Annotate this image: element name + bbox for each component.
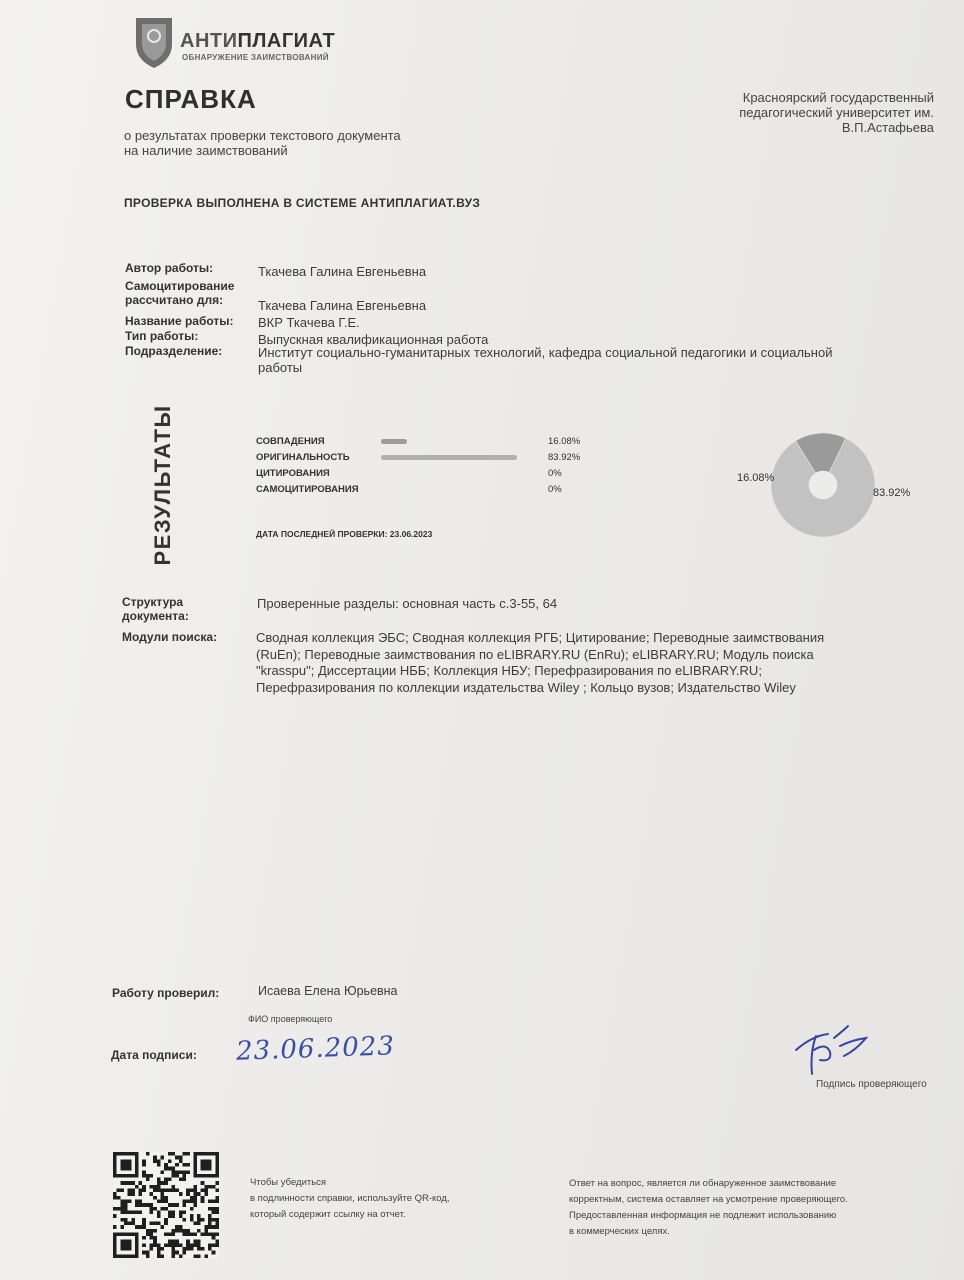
search-modules-label: Модули поиска: xyxy=(122,630,218,644)
signature-caption: Подпись проверяющего xyxy=(816,1079,927,1090)
qr-code-icon[interactable] xyxy=(113,1152,219,1258)
document-title: СПРАВКА xyxy=(125,84,257,114)
result-pct-citations: 0% xyxy=(548,468,562,479)
checker-label: Работу проверил: xyxy=(112,986,220,1000)
structure-value: Проверенные разделы: основная часть с.3-55, 64 xyxy=(257,596,558,611)
results-pie-chart xyxy=(770,432,876,538)
search-modules-value: Сводная коллекция ЭБС; Сводная коллекция РГБ; Цитирование; Переводные заимствования (RuEn); Переводные заимствования по eLIBRARY.RU (EnRu); eLIBRARY.RU; Модуль поиска "krasspu"; Диссертации НББ; Коллекция НБУ; Перефразирования по eLIBRARY.RU; Перефразирования по коллекции издательства Wiley ; Кольцо вузов; Издательство Wiley xyxy=(256,630,825,695)
originality-bar xyxy=(381,455,517,460)
pie-hole xyxy=(809,471,837,499)
document-subtitle: о результатах проверки текстового документа на наличие заимствований xyxy=(124,128,401,158)
author-value: Ткачева Галина Евгеньевна xyxy=(258,264,427,279)
result-label-matches: СОВПАДЕНИЯ xyxy=(256,436,325,447)
work-type-label: Тип работы: xyxy=(125,329,199,343)
disclaimer-note: Ответ на вопрос, является ли обнаруженное заимствование корректным, система оставляет на усмотрение проверяющего. Предоставленная информация не подлежит использованию в коммерческих целях. xyxy=(569,1178,848,1237)
author-label: Автор работы: xyxy=(125,261,214,275)
result-label-originality: ОРИГИНАЛЬНОСТЬ xyxy=(256,452,350,463)
result-pct-selfcitations: 0% xyxy=(548,484,562,495)
work-type-value: Выпускная квалификационная работа xyxy=(258,332,489,347)
structure-label: Структура документа: xyxy=(122,595,189,623)
result-pct-matches: 16.08% xyxy=(548,436,581,447)
checker-name: Исаева Елена Юрьевна xyxy=(258,984,398,998)
logo-wordmark: АНТИПЛАГИАТ xyxy=(180,30,336,52)
matches-bar xyxy=(381,439,407,444)
signature-icon xyxy=(790,1016,880,1076)
pie-label-matches: 16.08% xyxy=(737,472,775,484)
sign-date-handwritten: 23.06.2023 xyxy=(235,1031,396,1067)
work-name-value: ВКР Ткачева Г.Е. xyxy=(258,315,360,330)
selfcite-label: Самоцитирование рассчитано для: xyxy=(125,279,235,307)
result-pct-originality: 83.92% xyxy=(548,452,581,463)
last-check-date: ДАТА ПОСЛЕДНЕЙ ПРОВЕРКИ: 23.06.2023 xyxy=(256,529,433,539)
result-label-citations: ЦИТИРОВАНИЯ xyxy=(256,468,330,479)
qr-instruction: Чтобы убедиться в подлинности справки, используйте QR-код, который содержит ссылку на отчет. xyxy=(250,1177,450,1220)
selfcite-value: Ткачева Галина Евгеньевна xyxy=(258,298,427,313)
work-name-label: Название работы: xyxy=(125,314,234,328)
checker-caption: ФИО проверяющего xyxy=(248,1014,333,1024)
pie-label-original: 83.92% xyxy=(873,487,911,499)
logo-tagline: ОБНАРУЖЕНИЕ ЗАИМСТВОВАНИЙ xyxy=(182,53,329,62)
results-heading: РЕЗУЛЬТАТЫ xyxy=(150,404,175,566)
department-label: Подразделение: xyxy=(125,344,223,358)
sign-date-label: Дата подписи: xyxy=(111,1048,197,1062)
result-label-selfcitations: САМОЦИТИРОВАНИЯ xyxy=(256,484,359,495)
system-statement: ПРОВЕРКА ВЫПОЛНЕНА В СИСТЕМЕ АНТИПЛАГИАТ.ВУЗ xyxy=(124,196,481,210)
organization: Красноярский государственный педагогический университет им. В.П.Астафьева xyxy=(739,90,934,135)
department-value: Институт социально-гуманитарных технологий, кафедра социальной педагогики и социальной работы xyxy=(258,345,833,375)
